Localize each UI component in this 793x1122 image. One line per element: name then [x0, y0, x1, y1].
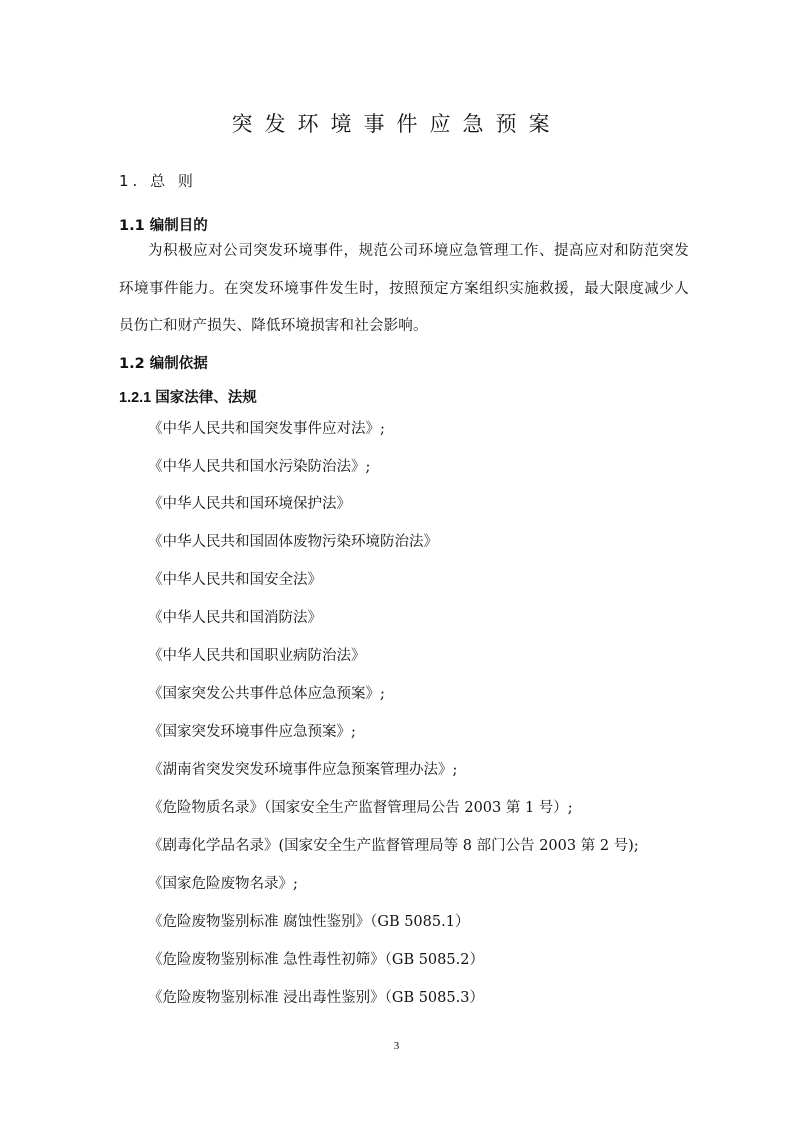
reference-item: 《中华人民共和国环境保护法》: [148, 496, 351, 512]
section-heading-purpose: 1.1 编制目的: [119, 218, 208, 234]
reference-item: 《中华人民共和国安全法》: [148, 572, 322, 588]
document-title: 突发环境事件应急预案: [231, 112, 562, 136]
section-heading-general-principles: 1. 总 则: [119, 172, 197, 190]
reference-item: 《中华人民共和国突发事件应对法》;: [148, 421, 385, 437]
reference-item: 《中华人民共和国固体废物污染环境防治法》: [148, 534, 438, 550]
reference-item: 《危险废物鉴别标准 腐蚀性鉴别》（GB 5085.1）: [148, 914, 470, 930]
reference-item: 《中华人民共和国水污染防治法》;: [148, 459, 371, 475]
section-heading-basis: 1.2 编制依据: [119, 356, 208, 372]
reference-item: 《国家突发环境事件应急预案》;: [148, 724, 356, 740]
reference-item: 《国家突发公共事件总体应急预案》;: [148, 686, 385, 702]
reference-item: 《湖南省突发突发环境事件应急预案管理办法》;: [148, 762, 458, 778]
reference-item: 《中华人民共和国消防法》: [148, 610, 322, 626]
page-number: 3: [393, 1040, 400, 1052]
reference-item: 《剧毒化学品名录》(国家安全生产监督管理局等 8 部门公告 2003 第 2 号);: [148, 838, 639, 854]
reference-item: 《危险废物鉴别标准 急性毒性初筛》（GB 5085.2）: [148, 952, 484, 968]
purpose-paragraph: 为积极应对公司突发环境事件，规范公司环境应急管理工作、提高应对和防范突发环境事件能力。在突发环境事件发生时，按照预定方案组织实施救援，最大限度减少人员伤亡和财产损失、降低环境损害和社会影响。: [119, 243, 689, 334]
reference-item: 《危险废物鉴别标准 浸出毒性鉴别》（GB 5085.3）: [148, 990, 484, 1006]
section-heading-national-laws: 1.2.1 国家法律、法规: [119, 390, 257, 406]
reference-item: 《危险物质名录》（国家安全生产监督管理局公告 2003 第 1 号）;: [148, 800, 573, 816]
reference-item: 《国家危险废物名录》;: [148, 876, 298, 892]
reference-item: 《中华人民共和国职业病防治法》: [148, 648, 366, 664]
